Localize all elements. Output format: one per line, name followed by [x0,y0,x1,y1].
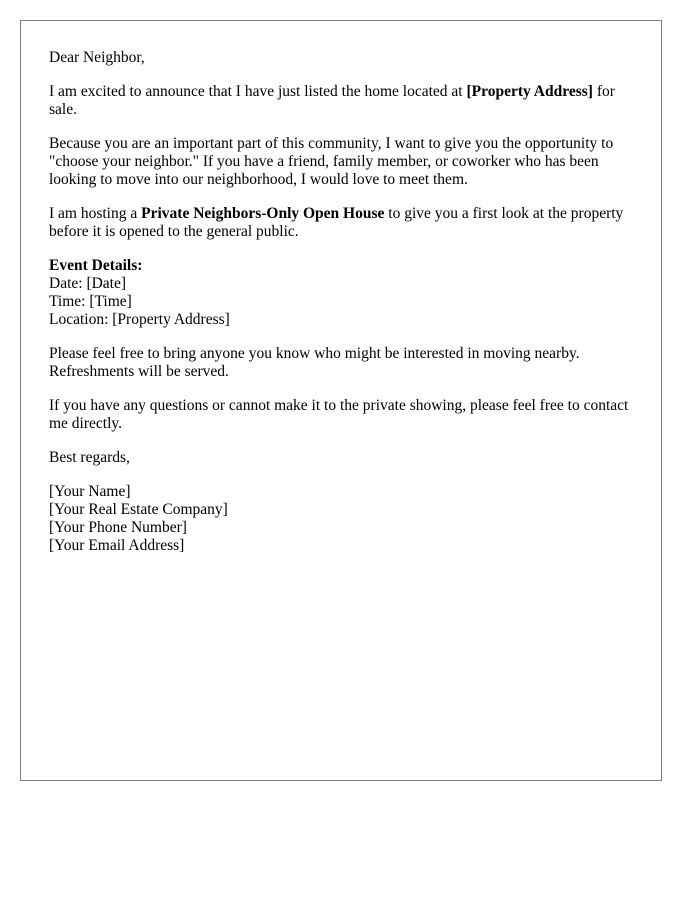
open-house-title: Private Neighbors-Only Open House [141,205,385,222]
letter-page [20,20,662,781]
signature-phone: [Your Phone Number] [49,519,187,536]
invite-paragraph: Please feel free to bring anyone you know who might be interested in moving nearby. Refreshments will be served. [49,345,580,380]
signature-email: [Your Email Address] [49,537,185,554]
open-house-text-end: to give you a first look at the property before it is opened to the general public. [49,205,624,240]
event-location: Location: [Property Address] [49,311,230,328]
signature-block [49,483,633,555]
contact-paragraph: If you have any questions or cannot make it to the private showing, please feel free to contact me directly. [49,397,629,432]
signature-company: [Your Real Estate Company] [49,501,228,518]
closing: Best regards, [49,449,130,466]
signature-name: [Your Name] [49,483,131,500]
event-date: Date: [Date] [49,275,127,292]
property-address-placeholder: [Property Address] [466,83,593,100]
open-house-paragraph [49,205,633,241]
event-time: Time: [Time] [49,293,132,310]
event-details-heading: Event Details: [49,257,143,274]
salutation: Dear Neighbor, [49,49,145,66]
event-details [49,257,633,329]
community-paragraph: Because you are an important part of this community, I want to give you the opportunity to "choose your neighbor." If you have a friend, family member, or coworker who has been looking to move into our neighborhood, I would love to meet them. [49,135,614,188]
announcement-text-start: I am excited to announce that I have just listed the home located at [49,83,467,100]
announcement-text-end: for sale. [49,83,615,118]
open-house-text-start: I am hosting a [49,205,142,222]
announcement-paragraph [49,83,633,119]
